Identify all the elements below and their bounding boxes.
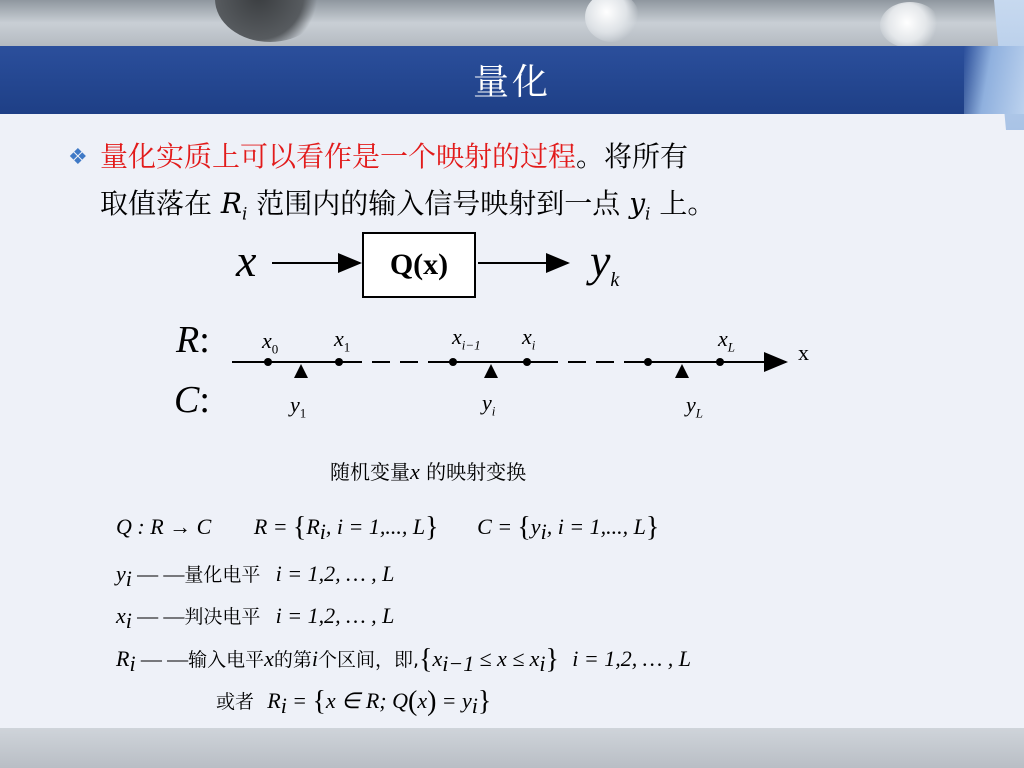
- tick-sub: 1: [343, 339, 351, 355]
- tick-base: x: [452, 324, 462, 349]
- level-base: y: [482, 390, 492, 415]
- desc: 量化电平: [184, 564, 261, 586]
- C-row-letter: C: [174, 379, 200, 421]
- dash: — —: [137, 604, 185, 628]
- C-set-body: y: [530, 514, 541, 539]
- set-mid: ≤ x ≤: [479, 646, 525, 671]
- dash: — —: [140, 647, 189, 671]
- set-a-sub: i−1: [442, 651, 475, 677]
- level-sub: 1: [299, 405, 307, 421]
- formula-alternative: 或者 $R_i = \{x$ ∈ R; $Q(x) = y_i$}: [216, 686, 492, 719]
- tick-x-i-minus-1: [452, 324, 481, 353]
- line2-text-c: 上。: [659, 187, 716, 220]
- page-title: 量化: [472, 62, 551, 103]
- set-b-sub: i: [539, 651, 546, 677]
- C-row-label: [174, 378, 210, 422]
- body-a: =: [292, 688, 313, 713]
- desc-c: 个区间，即,: [318, 649, 420, 671]
- C-set-rest: , i = 1,..., L: [546, 514, 646, 539]
- body-b: x ∈ R; Q: [325, 688, 408, 713]
- prefix: 或者: [216, 691, 255, 713]
- level-marker: [294, 364, 308, 378]
- R-set-rest: , i = 1,..., L: [325, 514, 426, 539]
- R-row-label: [176, 318, 210, 362]
- formula-interval: $R_i$ — —输入电平x的第i个区间，即$,\{x_{i-1} \le x \le x_i\} i = 1,2$, … , L: [116, 644, 692, 677]
- tick-sub: i: [531, 337, 536, 353]
- caption-var: x: [410, 459, 420, 484]
- decision-point: [523, 358, 531, 366]
- quantizer-box: Q(x): [362, 232, 476, 298]
- level-marker: [675, 364, 689, 378]
- diagram-caption: [330, 456, 526, 485]
- bullet-tail-text: 。将所有: [576, 140, 689, 173]
- level-marker: [484, 364, 498, 378]
- R-row-colon: :: [199, 319, 210, 361]
- tick-x-i: [522, 324, 535, 353]
- desc-a: 输入电平: [188, 649, 265, 671]
- body-c: x: [417, 688, 428, 713]
- level-base: y: [290, 392, 300, 417]
- dash: — —: [137, 562, 185, 586]
- formula-quant-level: [116, 560, 394, 592]
- set-b: x: [529, 646, 540, 671]
- C-set-lhs: C =: [477, 514, 513, 539]
- line2-text-a: 取值落在: [100, 187, 213, 220]
- var-sub: i: [125, 608, 132, 634]
- output-y-symbol: y: [590, 235, 611, 286]
- decision-point: [449, 358, 457, 366]
- tick-base: x: [522, 324, 532, 349]
- level-sub: L: [695, 405, 703, 421]
- tick-sub: 0: [271, 341, 279, 357]
- level-y1: [290, 392, 306, 421]
- lhs-sub: i: [280, 693, 287, 719]
- desc-b: 的第: [273, 649, 312, 671]
- C-set-sub: i: [540, 519, 547, 545]
- var: y: [116, 561, 126, 586]
- R-row-letter: R: [176, 319, 200, 361]
- level-base: y: [686, 392, 696, 417]
- axis-label-x: x: [798, 340, 809, 365]
- range: i = 1,2, … , L: [572, 646, 692, 671]
- tick-x1: [334, 326, 350, 355]
- line2-text-b: 范围内的输入信号映射到一点: [256, 187, 621, 220]
- decision-point: [335, 358, 343, 366]
- body-sub: i: [471, 693, 478, 719]
- R-sub: i: [242, 203, 248, 224]
- range: i = 1,2, … , L: [275, 603, 395, 628]
- caption-pre: 随机变量: [330, 460, 410, 484]
- var-sub: i: [125, 566, 132, 592]
- R-set-sub: i: [319, 519, 326, 545]
- tick-base: x: [334, 326, 344, 351]
- desc: 判决电平: [184, 606, 261, 628]
- diamond-bullet-icon: ❖: [68, 145, 88, 170]
- input-x-label: x: [236, 235, 257, 286]
- level-sub: i: [491, 403, 496, 419]
- formula-decision-level: [116, 602, 394, 634]
- tick-x-L: [718, 326, 735, 355]
- decision-point: [644, 358, 652, 366]
- desc-i: i: [311, 646, 318, 671]
- level-y-L: [686, 392, 703, 421]
- tick-sub: L: [727, 339, 735, 355]
- tick-base: x: [718, 326, 728, 351]
- y-symbol: y: [629, 187, 646, 220]
- level-y-i: [482, 390, 495, 419]
- R-set-body: R: [306, 514, 320, 539]
- y-sub: i: [645, 203, 651, 224]
- output-y-label: [590, 234, 619, 292]
- var-sub: i: [129, 651, 136, 677]
- var: R: [116, 646, 130, 671]
- caption-post: 的映射变换: [426, 460, 527, 484]
- var: x: [116, 603, 126, 628]
- desc-x: x: [264, 646, 274, 671]
- output-y-sub: k: [610, 269, 620, 292]
- lhs: R: [267, 688, 281, 713]
- mapping-expr: Q : R → C: [116, 514, 212, 539]
- R-symbol: R: [220, 187, 243, 220]
- tick-sub: i−1: [461, 337, 481, 353]
- highlight-text: 量化实质上可以看作是一个映射的过程: [100, 140, 577, 173]
- tick-base: x: [262, 328, 272, 353]
- tick-x0: [262, 328, 278, 357]
- range: i = 1,2, … , L: [275, 561, 395, 586]
- R-set-lhs: R =: [253, 514, 288, 539]
- decision-point: [264, 358, 272, 366]
- formula-mapping: Q : R → C $R = \{R_i$, i = 1,..., L} $C = \{y_i$, i = 1,..., L}: [116, 512, 660, 545]
- body-d: = y: [441, 688, 472, 713]
- set-a: x: [432, 646, 443, 671]
- C-row-colon: :: [199, 379, 210, 421]
- decision-point: [716, 358, 724, 366]
